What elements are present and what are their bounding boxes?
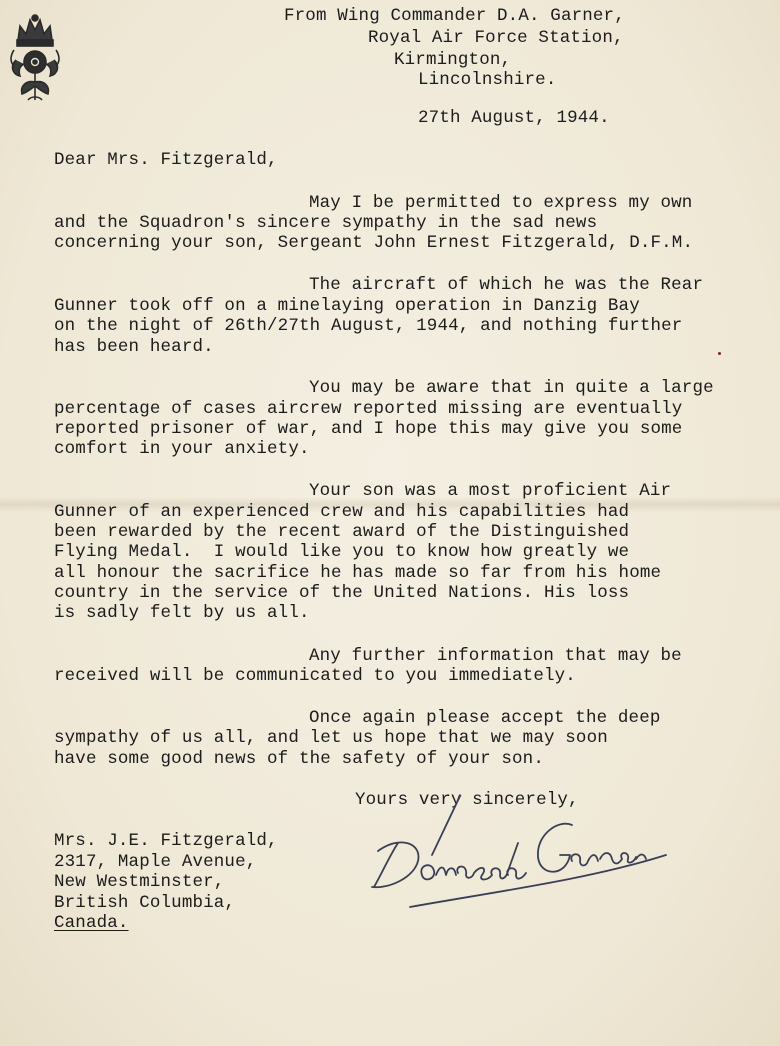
closing: Yours very sincerely, [355, 790, 579, 810]
paragraph-line: concerning your son, Sergeant John Ernest Fitzgerald, D.F.M. [54, 233, 694, 253]
paragraph-line: and the Squadron's sincere sympathy in the sad news [54, 213, 598, 233]
paragraph-line: May I be permitted to express my own [309, 193, 693, 213]
sender-line-4: Lincolnshire. [418, 70, 557, 90]
paragraph-line: Flying Medal. I would like you to know how greatly we [54, 542, 630, 562]
ink-speck [718, 352, 721, 355]
paragraph-line: The aircraft of which he was the Rear [309, 275, 704, 295]
paragraph-line: received will be communicated to you immediately. [54, 666, 576, 686]
paragraph-line: sympathy of us all, and let us hope that we may soon [54, 728, 608, 748]
paragraph-line: Once again please accept the deep [309, 708, 661, 728]
recipient-line-4: British Columbia, [54, 893, 236, 913]
paragraph-line: has been heard. [54, 337, 214, 357]
paragraph-line: been rewarded by the recent award of the Distinguished [54, 522, 630, 542]
paragraph-line: is sadly felt by us all. [54, 603, 310, 623]
paragraph-line: You may be aware that in quite a large [309, 378, 714, 398]
recipient-line-5: Canada. [54, 913, 129, 933]
sender-line-1: From Wing Commander D.A. Garner, [284, 6, 625, 26]
paragraph-line: on the night of 26th/27th August, 1944, and nothing further [54, 316, 683, 336]
royal-crest-icon [6, 10, 64, 106]
paragraph-line: Gunner of an experienced crew and his capabilities had [54, 502, 630, 522]
paragraph-line: country in the service of the United Nations. His loss [54, 583, 630, 603]
recipient-line-2: 2317, Maple Avenue, [54, 852, 257, 872]
paragraph-line: Gunner took off on a minelaying operation in Danzig Bay [54, 296, 640, 316]
handwritten-signature [360, 795, 680, 925]
letter-date: 27th August, 1944. [418, 108, 610, 128]
sender-line-3: Kirmington, [394, 50, 512, 70]
recipient-line-1: Mrs. J.E. Fitzgerald, [54, 831, 278, 851]
sender-line-2: Royal Air Force Station, [368, 28, 624, 48]
paragraph-line: Your son was a most proficient Air [309, 481, 672, 501]
paragraph-line: percentage of cases aircrew reported missing are eventually [54, 399, 683, 419]
paragraph-line: all honour the sacrifice he has made so far from his home [54, 563, 662, 583]
paragraph-line: have some good news of the safety of your son. [54, 749, 544, 769]
recipient-line-3: New Westminster, [54, 872, 225, 892]
paragraph-line: comfort in your anxiety. [54, 439, 310, 459]
salutation: Dear Mrs. Fitzgerald, [54, 150, 278, 170]
paragraph-line: Any further information that may be [309, 646, 682, 666]
paragraph-line: reported prisoner of war, and I hope this may give you some [54, 419, 683, 439]
